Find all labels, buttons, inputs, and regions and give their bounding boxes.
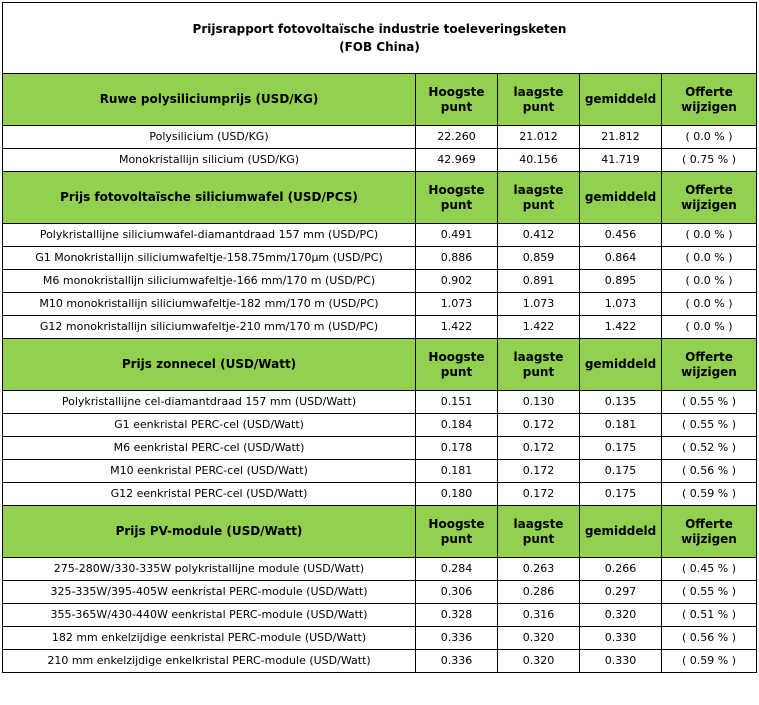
product-name: 210 mm enkelzijdige enkelkristal PERC-module (USD/Watt) bbox=[3, 650, 416, 673]
section-header-row bbox=[3, 339, 757, 391]
low-price: 40.156 bbox=[498, 149, 580, 172]
product-name: 275-280W/330-335W polykristallijne module (USD/Watt) bbox=[3, 558, 416, 581]
section-header-row bbox=[3, 506, 757, 558]
high-price: 0.184 bbox=[416, 414, 498, 437]
quote-change: ( 0.0 % ) bbox=[662, 316, 757, 339]
column-header-average: gemiddeld bbox=[580, 74, 662, 126]
average-price: 0.266 bbox=[580, 558, 662, 581]
low-price: 0.172 bbox=[498, 414, 580, 437]
high-price: 22.260 bbox=[416, 126, 498, 149]
table-row bbox=[3, 126, 757, 149]
column-header-high bbox=[416, 506, 498, 558]
quote-change: ( 0.0 % ) bbox=[662, 126, 757, 149]
quote-change: ( 0.55 % ) bbox=[662, 391, 757, 414]
column-header-low bbox=[498, 74, 580, 126]
table-row bbox=[3, 604, 757, 627]
column-header-low bbox=[498, 339, 580, 391]
product-name: Polykristallijne siliciumwafel-diamantdraad 157 mm (USD/PC) bbox=[3, 224, 416, 247]
column-header-low-line2: punt bbox=[522, 99, 555, 114]
low-price: 0.859 bbox=[498, 247, 580, 270]
product-name: 325-335W/395-405W eenkristal PERC-module (USD/Watt) bbox=[3, 581, 416, 604]
table-row bbox=[3, 460, 757, 483]
table-row bbox=[3, 483, 757, 506]
price-report-table bbox=[2, 2, 757, 673]
average-price: 0.320 bbox=[580, 604, 662, 627]
table-row bbox=[3, 414, 757, 437]
product-name: 182 mm enkelzijdige eenkristal PERC-module (USD/Watt) bbox=[3, 627, 416, 650]
column-header-change-line1: Offerte bbox=[685, 349, 733, 364]
product-name: G12 eenkristal PERC-cel (USD/Watt) bbox=[3, 483, 416, 506]
report-title bbox=[3, 3, 757, 74]
column-header-high-line2: punt bbox=[440, 531, 473, 546]
average-price: 1.422 bbox=[580, 316, 662, 339]
table-row bbox=[3, 650, 757, 673]
table-row bbox=[3, 149, 757, 172]
low-price: 0.320 bbox=[498, 627, 580, 650]
column-header-low bbox=[498, 506, 580, 558]
product-name: G12 monokristallijn siliciumwafeltje-210 mm/170 m (USD/PC) bbox=[3, 316, 416, 339]
product-name: M6 monokristallijn siliciumwafeltje-166 mm/170 m (USD/PC) bbox=[3, 270, 416, 293]
quote-change: ( 0.0 % ) bbox=[662, 293, 757, 316]
section-label: Prijs fotovoltaïsche siliciumwafel (USD/PCS) bbox=[3, 172, 416, 224]
average-price: 0.330 bbox=[580, 627, 662, 650]
column-header-low-line1: laagste bbox=[513, 349, 564, 364]
table-row bbox=[3, 437, 757, 460]
column-header-change-line2: wijzigen bbox=[681, 99, 737, 114]
table-row bbox=[3, 293, 757, 316]
average-price: 41.719 bbox=[580, 149, 662, 172]
average-price: 0.895 bbox=[580, 270, 662, 293]
quote-change: ( 0.45 % ) bbox=[662, 558, 757, 581]
column-header-high-line1: Hoogste bbox=[428, 84, 485, 99]
section-header-row bbox=[3, 172, 757, 224]
high-price: 0.328 bbox=[416, 604, 498, 627]
table-row bbox=[3, 247, 757, 270]
column-header-change bbox=[662, 172, 757, 224]
low-price: 1.422 bbox=[498, 316, 580, 339]
average-price: 0.181 bbox=[580, 414, 662, 437]
column-header-low-line2: punt bbox=[522, 531, 555, 546]
low-price: 0.412 bbox=[498, 224, 580, 247]
low-price: 0.316 bbox=[498, 604, 580, 627]
column-header-high-line1: Hoogste bbox=[428, 516, 485, 531]
column-header-change-line2: wijzigen bbox=[681, 197, 737, 212]
column-header-low-line1: laagste bbox=[513, 84, 564, 99]
low-price: 0.263 bbox=[498, 558, 580, 581]
table-row bbox=[3, 224, 757, 247]
column-header-high-line2: punt bbox=[440, 99, 473, 114]
average-price: 0.175 bbox=[580, 437, 662, 460]
column-header-high bbox=[416, 172, 498, 224]
average-price: 0.135 bbox=[580, 391, 662, 414]
column-header-average: gemiddeld bbox=[580, 172, 662, 224]
quote-change: ( 0.52 % ) bbox=[662, 437, 757, 460]
column-header-high-line2: punt bbox=[440, 197, 473, 212]
column-header-high bbox=[416, 74, 498, 126]
report-title-line1: Prijsrapport fotovoltaïsche industrie toeleveringsketen bbox=[192, 22, 567, 36]
average-price: 1.073 bbox=[580, 293, 662, 316]
report-title-line2: (FOB China) bbox=[339, 40, 420, 54]
column-header-change bbox=[662, 506, 757, 558]
low-price: 1.073 bbox=[498, 293, 580, 316]
section-label: Ruwe polysiliciumprijs (USD/KG) bbox=[3, 74, 416, 126]
high-price: 0.491 bbox=[416, 224, 498, 247]
average-price: 0.175 bbox=[580, 460, 662, 483]
column-header-high bbox=[416, 339, 498, 391]
column-header-change-line2: wijzigen bbox=[681, 531, 737, 546]
product-name: M10 monokristallijn siliciumwafeltje-182 mm/170 m (USD/PC) bbox=[3, 293, 416, 316]
quote-change: ( 0.59 % ) bbox=[662, 483, 757, 506]
product-name: Polysilicium (USD/KG) bbox=[3, 126, 416, 149]
high-price: 0.306 bbox=[416, 581, 498, 604]
low-price: 21.012 bbox=[498, 126, 580, 149]
column-header-change bbox=[662, 74, 757, 126]
low-price: 0.172 bbox=[498, 437, 580, 460]
average-price: 0.330 bbox=[580, 650, 662, 673]
product-name: G1 eenkristal PERC-cel (USD/Watt) bbox=[3, 414, 416, 437]
average-price: 0.297 bbox=[580, 581, 662, 604]
table-row bbox=[3, 581, 757, 604]
high-price: 0.886 bbox=[416, 247, 498, 270]
section-header-row bbox=[3, 74, 757, 126]
column-header-change-line1: Offerte bbox=[685, 516, 733, 531]
product-name: Monokristallijn silicium (USD/KG) bbox=[3, 149, 416, 172]
product-name: Polykristallijne cel-diamantdraad 157 mm (USD/Watt) bbox=[3, 391, 416, 414]
table-row bbox=[3, 627, 757, 650]
product-name: 355-365W/430-440W eenkristal PERC-module (USD/Watt) bbox=[3, 604, 416, 627]
column-header-low-line2: punt bbox=[522, 197, 555, 212]
column-header-average: gemiddeld bbox=[580, 506, 662, 558]
low-price: 0.172 bbox=[498, 460, 580, 483]
quote-change: ( 0.0 % ) bbox=[662, 247, 757, 270]
table-row bbox=[3, 391, 757, 414]
quote-change: ( 0.55 % ) bbox=[662, 414, 757, 437]
low-price: 0.320 bbox=[498, 650, 580, 673]
low-price: 0.130 bbox=[498, 391, 580, 414]
table-row bbox=[3, 316, 757, 339]
high-price: 0.902 bbox=[416, 270, 498, 293]
column-header-average: gemiddeld bbox=[580, 339, 662, 391]
column-header-change-line1: Offerte bbox=[685, 84, 733, 99]
product-name: G1 Monokristallijn siliciumwafeltje-158.75mm/170μm (USD/PC) bbox=[3, 247, 416, 270]
column-header-change bbox=[662, 339, 757, 391]
high-price: 0.180 bbox=[416, 483, 498, 506]
quote-change: ( 0.55 % ) bbox=[662, 581, 757, 604]
low-price: 0.286 bbox=[498, 581, 580, 604]
average-price: 0.175 bbox=[580, 483, 662, 506]
high-price: 1.073 bbox=[416, 293, 498, 316]
column-header-change-line1: Offerte bbox=[685, 182, 733, 197]
average-price: 0.456 bbox=[580, 224, 662, 247]
low-price: 0.891 bbox=[498, 270, 580, 293]
table-row bbox=[3, 270, 757, 293]
high-price: 0.336 bbox=[416, 650, 498, 673]
column-header-low bbox=[498, 172, 580, 224]
quote-change: ( 0.51 % ) bbox=[662, 604, 757, 627]
quote-change: ( 0.56 % ) bbox=[662, 460, 757, 483]
section-label: Prijs PV-module (USD/Watt) bbox=[3, 506, 416, 558]
column-header-low-line1: laagste bbox=[513, 516, 564, 531]
column-header-low-line2: punt bbox=[522, 364, 555, 379]
product-name: M10 eenkristal PERC-cel (USD/Watt) bbox=[3, 460, 416, 483]
high-price: 1.422 bbox=[416, 316, 498, 339]
average-price: 21.812 bbox=[580, 126, 662, 149]
quote-change: ( 0.56 % ) bbox=[662, 627, 757, 650]
average-price: 0.864 bbox=[580, 247, 662, 270]
high-price: 0.151 bbox=[416, 391, 498, 414]
column-header-high-line2: punt bbox=[440, 364, 473, 379]
quote-change: ( 0.75 % ) bbox=[662, 149, 757, 172]
high-price: 0.181 bbox=[416, 460, 498, 483]
quote-change: ( 0.59 % ) bbox=[662, 650, 757, 673]
table-row bbox=[3, 558, 757, 581]
column-header-low-line1: laagste bbox=[513, 182, 564, 197]
low-price: 0.172 bbox=[498, 483, 580, 506]
quote-change: ( 0.0 % ) bbox=[662, 270, 757, 293]
product-name: M6 eenkristal PERC-cel (USD/Watt) bbox=[3, 437, 416, 460]
column-header-high-line1: Hoogste bbox=[428, 349, 485, 364]
high-price: 0.178 bbox=[416, 437, 498, 460]
high-price: 42.969 bbox=[416, 149, 498, 172]
column-header-high-line1: Hoogste bbox=[428, 182, 485, 197]
high-price: 0.336 bbox=[416, 627, 498, 650]
column-header-change-line2: wijzigen bbox=[681, 364, 737, 379]
quote-change: ( 0.0 % ) bbox=[662, 224, 757, 247]
section-label: Prijs zonnecel (USD/Watt) bbox=[3, 339, 416, 391]
high-price: 0.284 bbox=[416, 558, 498, 581]
